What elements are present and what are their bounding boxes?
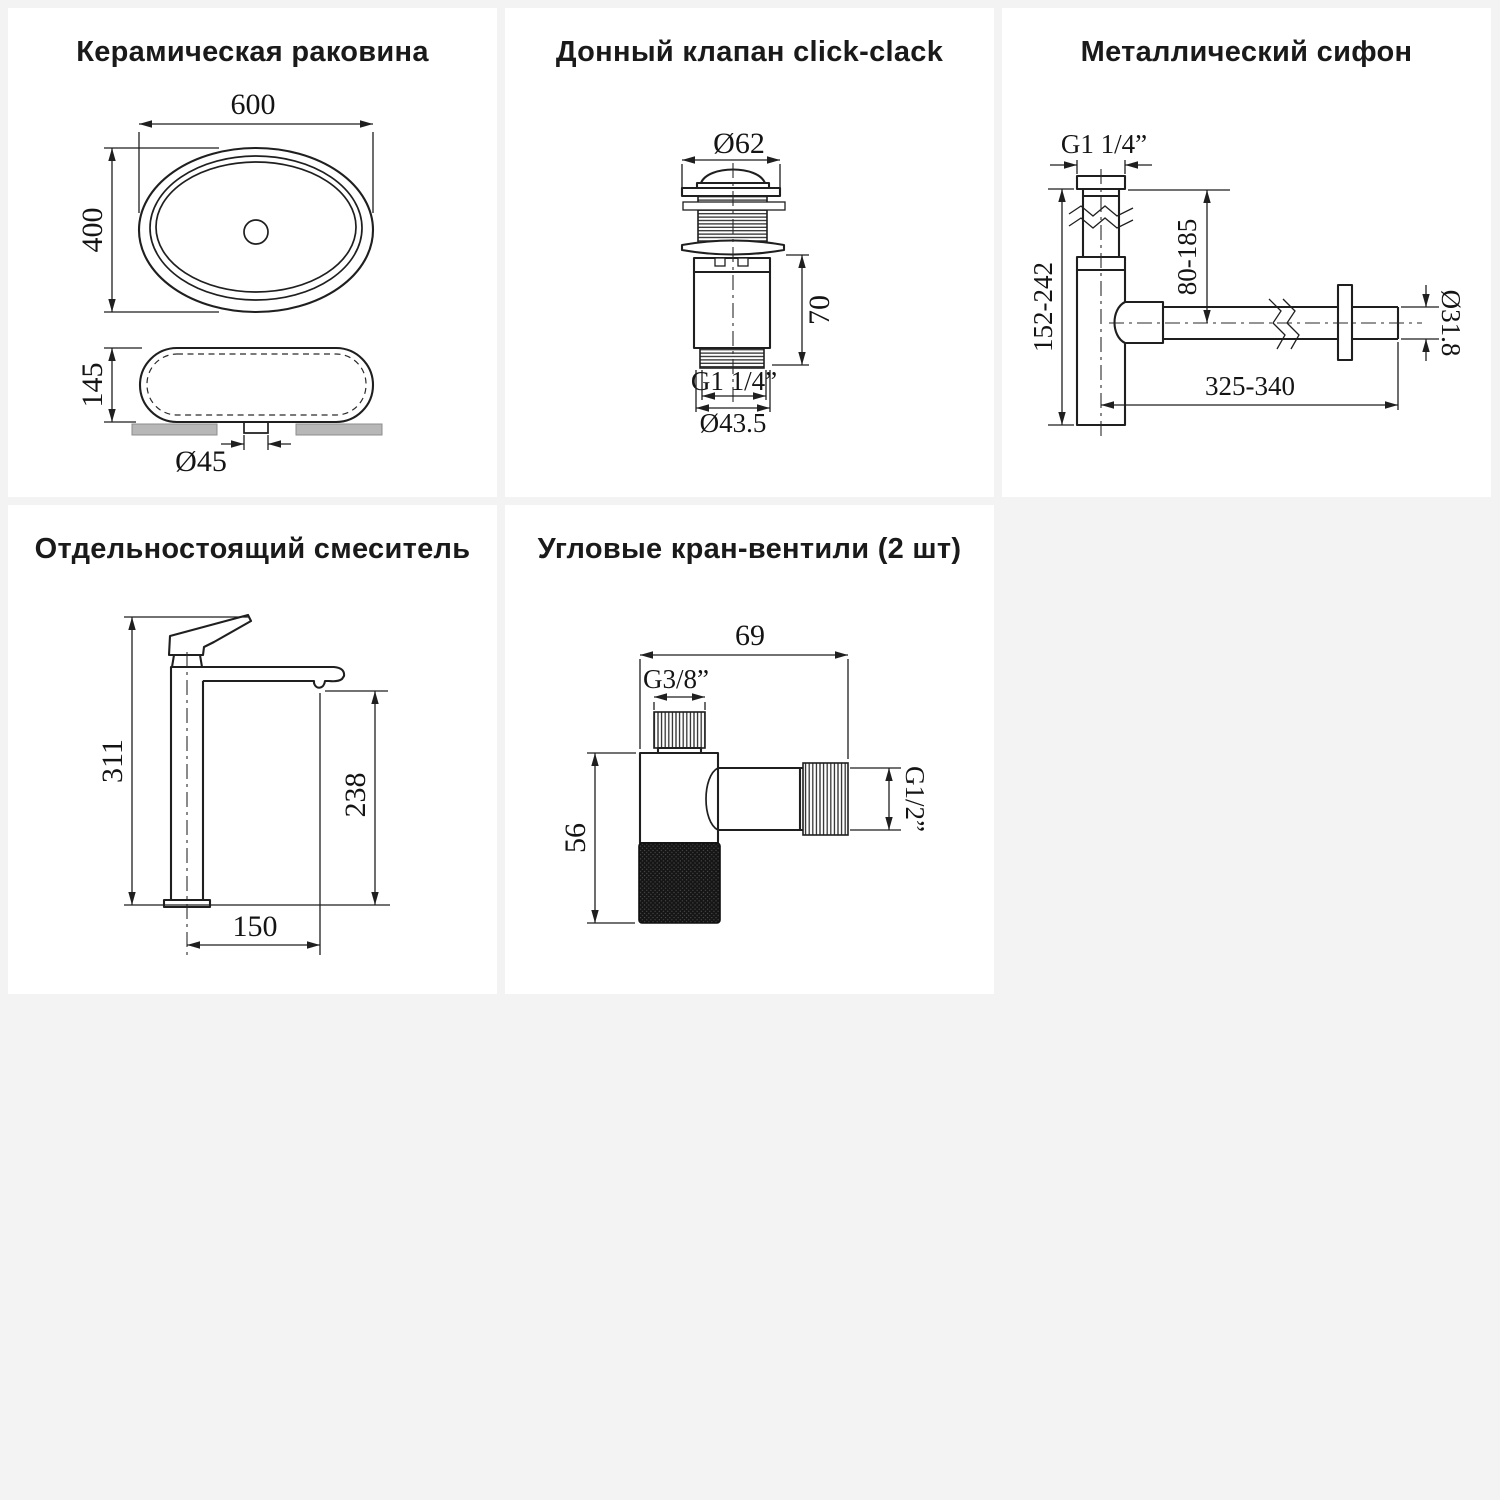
dim-spout-reach bbox=[187, 693, 320, 955]
mounting-pad-left bbox=[132, 424, 217, 435]
lever-handle bbox=[169, 615, 251, 655]
dim-label-depth: 400 bbox=[76, 207, 109, 253]
panel-title: Угловые кран-вентили (2 шт) bbox=[537, 533, 962, 565]
valve-drawing bbox=[505, 8, 994, 497]
knurled-handle bbox=[639, 843, 720, 923]
dim-label-height: 145 bbox=[76, 362, 109, 408]
inlet-thread bbox=[654, 712, 705, 748]
dim-label-inlet-thread: G3/8” bbox=[643, 664, 709, 694]
sink-drawing bbox=[8, 8, 497, 497]
panel-title: Металлический сифон bbox=[1080, 36, 1413, 68]
lower-thread bbox=[700, 348, 764, 368]
dim-length-range bbox=[1101, 342, 1398, 410]
dim-label-pipe-diameter: Ø31.8 bbox=[1436, 289, 1466, 357]
dim-drain bbox=[175, 435, 291, 478]
panel-siphon bbox=[1002, 8, 1491, 497]
dim-width bbox=[139, 88, 373, 213]
drain-stub bbox=[244, 422, 268, 433]
sink-top-view bbox=[139, 148, 373, 312]
dim-label-length-range: 325-340 bbox=[1205, 371, 1295, 401]
dim-label-outlet-thread: G1/2” bbox=[900, 766, 930, 832]
panel-title: Донный клапан click-clack bbox=[555, 36, 944, 68]
panel-ceramic-sink bbox=[8, 8, 497, 497]
dim-label-outer: Ø43.5 bbox=[699, 408, 767, 438]
siphon-drawing bbox=[1002, 8, 1491, 497]
angle-valve-drawing bbox=[505, 505, 994, 994]
dim-label-thread: G1 1/4” bbox=[690, 366, 778, 396]
dim-inlet-thread bbox=[1050, 129, 1152, 174]
dim-label-inlet-height: 80-185 bbox=[1172, 218, 1202, 296]
dim-thread bbox=[691, 366, 777, 400]
angle-valve-body bbox=[639, 712, 848, 923]
dim-label-cap: Ø62 bbox=[713, 127, 765, 160]
dim-height bbox=[559, 753, 636, 923]
dim-label-body-height: 70 bbox=[803, 295, 836, 325]
outlet-thread bbox=[803, 763, 848, 835]
dim-height-range bbox=[1028, 189, 1074, 425]
dim-label-width: 69 bbox=[735, 619, 765, 652]
dim-label-height: 56 bbox=[559, 823, 592, 853]
dim-body-height bbox=[772, 255, 836, 365]
mounting-pad-right bbox=[296, 424, 382, 435]
dim-height bbox=[76, 348, 142, 422]
panel-click-clack-valve bbox=[505, 8, 994, 497]
dim-spout-height bbox=[325, 691, 388, 905]
drain-hole bbox=[244, 220, 268, 244]
sink-side-view bbox=[132, 348, 382, 435]
coupling-ring bbox=[694, 258, 770, 272]
mixer-drawing bbox=[8, 505, 497, 994]
dim-label-total-height: 311 bbox=[96, 739, 129, 783]
dim-label-spout-reach: 150 bbox=[232, 910, 278, 943]
outlet-pipe bbox=[718, 768, 803, 830]
panel-mixer bbox=[8, 505, 497, 994]
panel-title: Керамическая раковина bbox=[76, 36, 429, 68]
dim-label-height-range: 152-242 bbox=[1028, 262, 1058, 352]
dim-inlet-thread bbox=[643, 664, 709, 710]
panel-angle-valves bbox=[505, 505, 994, 994]
washer bbox=[683, 202, 785, 210]
top-flange bbox=[682, 188, 780, 196]
lower-cylinder bbox=[694, 272, 770, 348]
dim-outlet-thread bbox=[850, 766, 930, 832]
dim-total-height bbox=[96, 617, 390, 905]
dim-label-width: 600 bbox=[230, 88, 276, 121]
panel-title: Отдельностоящий смеситель bbox=[34, 533, 471, 565]
dim-label-spout-height: 238 bbox=[339, 772, 372, 818]
dim-label-drain: Ø45 bbox=[175, 445, 227, 478]
dim-label-inlet-thread: G1 1/4” bbox=[1060, 129, 1148, 159]
mixer-body bbox=[164, 615, 344, 957]
